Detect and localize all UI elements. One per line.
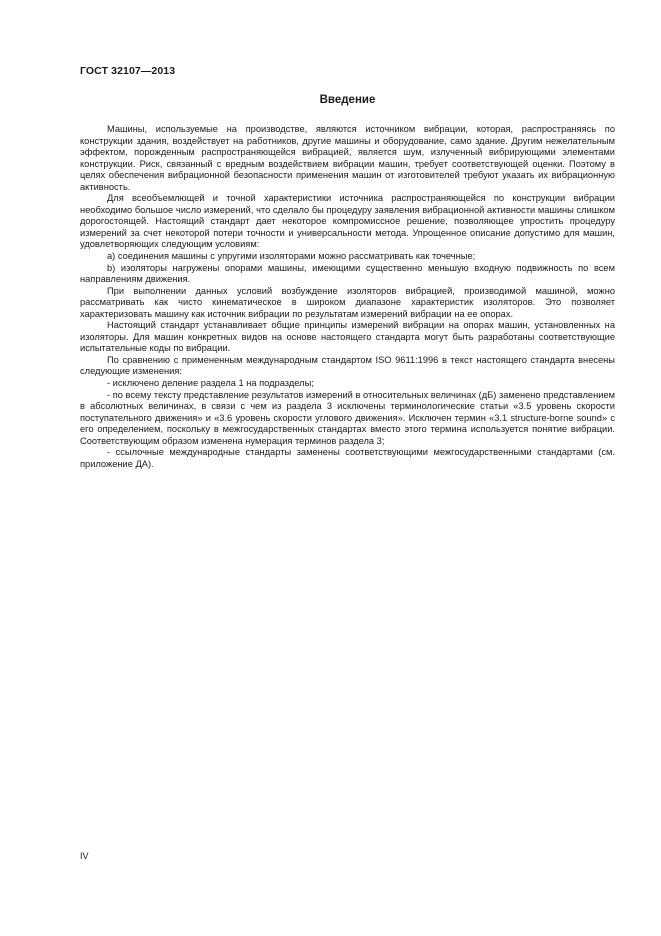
document-header: ГОСТ 32107—2013 xyxy=(80,65,176,77)
list-item: - по всему тексту представление результатов измерений в относительных величинах (дБ) заменено представлением в абсолютных величинах, в связи с чем из раздела 3 исключены терминологические статьи «3.5 уровень скорости поступательного движения» и «3.6 уровень скорости углового движения». Исключен термин «3.1 structure-borne sound» с его определением, поскольку в межгосударственных стандартах вместо этого термина используется понятие вибрации. Соответствующим образом изменена нумерация терминов раздела 3; xyxy=(80,389,615,446)
body-text xyxy=(80,124,615,470)
paragraph: Машины, используемые на производстве, являются источником вибрации, которая, распространяясь по конструкции здания, воздействует на работников, другие машины и оборудование, само здание. Другим нежелательным эффектом, порожденным распространяющейся вибрацией, является шум, излученный вибрирующими элементами конструкции. Риск, связанный с вредным воздействием вибрации машин, требует соответствующей оценки. Поэтому в целях обеспечения вибрационной безопасности применения машин от изготовителей требуют указать их вибрационную активность. xyxy=(80,124,615,192)
page-number: IV xyxy=(80,851,89,861)
list-item: b) изоляторы нагружены опорами машины, имеющими существенно меньшую входную подвижность по всем направлениям движения. xyxy=(80,262,615,285)
paragraph: Для всеобъемлющей и точной характеристики источника распространяющейся по конструкции вибрации необходимо большое число измерений, что сделало бы процедуру заявления вибрационной активности машины слишком дорогостоящей. Настоящий стандарт дает некоторое компромиссное решение, позволяющее упростить процедуру измерений за счет некоторой потери точности и универсальности метода. Упрощенное описание допустимо для машин, удовлетворяющих следующим условиям: xyxy=(80,193,615,250)
list-item: а) соединения машины с упругими изоляторами можно рассматривать как точечные; xyxy=(107,251,476,262)
list-item: - ссылочные международные стандарты заменены соответствующими межгосударственными стандартами (см. приложение ДА). xyxy=(80,447,615,469)
paragraph: По сравнению с примененным международным стандартом ISO 9611:1996 в текст настоящего стандарта внесены следующие изменения: xyxy=(80,354,615,377)
section-title: Введение xyxy=(319,94,376,106)
paragraph: Настоящий стандарт устанавливает общие принципы измерений вибрации на опорах машин, установленных на изоляторы. Для машин конкретных видов на основе настоящего стандарта могут быть разработаны соответствующие испытательные коды по вибрации. xyxy=(80,320,615,354)
paragraph: При выполнении данных условий возбуждение изоляторов вибрацией, производимой машиной, можно рассматривать как чисто кинематическое в широком диапазоне характеристик изоляторов. Это позволяет характеризовать машину как источник вибрации по результатам измерений вибрации на ее опорах. xyxy=(80,285,615,319)
list-item: - исключено деление раздела 1 на подразделы; xyxy=(107,378,314,389)
